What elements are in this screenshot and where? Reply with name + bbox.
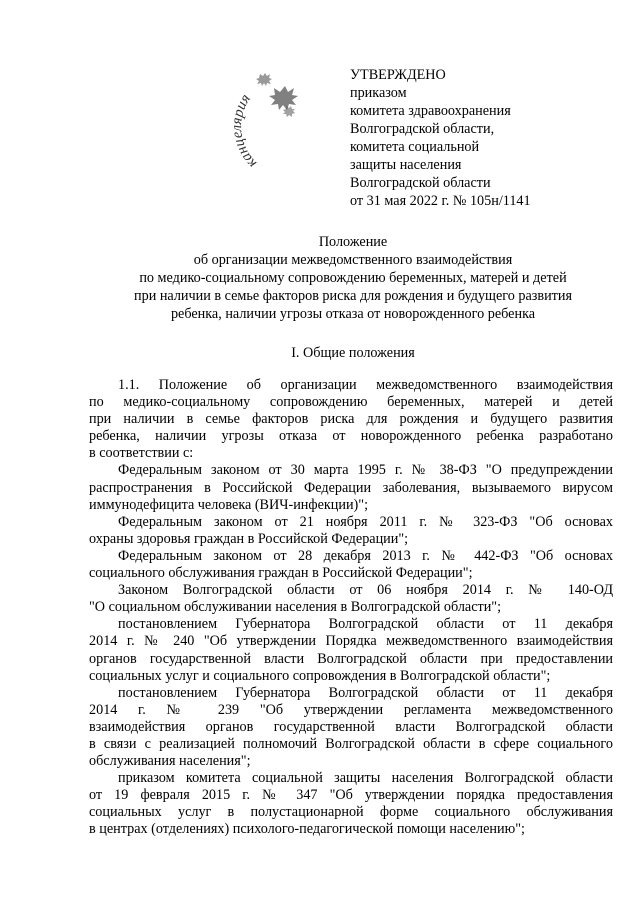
paragraph-line: охраны здоровья граждан в Российской Федерации"; xyxy=(89,530,409,547)
paragraph-line: органов государственной власти Волгоградской области при предоставлении xyxy=(89,650,613,667)
paragraph xyxy=(89,616,613,684)
paragraph-line: в связи с реализацией полномочий Волгоградской области в сфере социального xyxy=(89,735,613,752)
paragraph-line: в центрах (отделениях) психолого-педагогической помощи населению"; xyxy=(89,821,525,838)
document-body xyxy=(89,377,613,839)
paragraph-line: 2014 г. № 240 "Об утверждении Порядка межведомственного взаимодействия xyxy=(89,633,613,650)
paragraph-line: социальных услуг и социального сопровождения в Волгоградской области"; xyxy=(89,667,551,684)
paragraph xyxy=(89,377,613,462)
paragraph-line: Федеральным законом от 28 декабря 2013 г. № 442-ФЗ "Об основах xyxy=(118,547,613,564)
office-stamp xyxy=(222,58,354,190)
paragraph-line: иммунодефицита человека (ВИЧ-инфекции)"; xyxy=(89,496,369,513)
paragraph-line: от 19 февраля 2015 г. № 347 "Об утверждении порядка предоставления xyxy=(89,787,613,804)
svg-text:канцелярия xyxy=(224,90,264,173)
paragraph-line: 1.1. Положение об организации межведомственного взаимодействия xyxy=(118,377,613,393)
approval-line: УТВЕРЖДЕНО xyxy=(350,67,446,83)
paragraph xyxy=(89,685,613,770)
paragraph-line: "О социальном обслуживании населения в Волгоградской области"; xyxy=(89,599,502,616)
paragraph-line: при наличии в семье факторов риска для рождения и будущего развития xyxy=(89,411,613,428)
paragraph-line: в соответствии с: xyxy=(89,445,194,462)
document-title xyxy=(60,233,640,323)
paragraph-line: взаимодействия органов государственной власти Волгоградской области xyxy=(89,718,613,735)
paragraph xyxy=(89,548,613,582)
title-line: ребенка, наличии угрозы отказа от новорожденного ребенка xyxy=(170,306,536,322)
paragraph-line: по медико-социальному сопровождению беременных, матерей и детей xyxy=(89,394,613,411)
paragraph-line: приказом комитета социальной защиты населения Волгоградской области xyxy=(118,770,613,787)
eagle-emblem-icon xyxy=(256,73,298,117)
paragraph-line: ребенка, наличии угрозы отказа от новорожденного ребенка разработано xyxy=(89,428,613,445)
approval-line: приказом xyxy=(350,85,407,101)
paragraph-line: Законом Волгоградской области от 06 ноября 2014 г. № 140-ОД xyxy=(118,582,613,599)
approval-line: комитета социальной xyxy=(350,139,480,155)
paragraph-line: социальных услуг в полустационарной форме социального обслуживания xyxy=(89,804,613,821)
approval-line: защиты населения xyxy=(350,157,462,173)
approval-block xyxy=(350,66,531,210)
paragraph xyxy=(89,462,613,513)
paragraph-line: обслуживания населения"; xyxy=(89,753,251,770)
title-line: при наличии в семье факторов риска для рождения и будущего развития xyxy=(134,288,572,304)
approval-line: от 31 мая 2022 г. № 105н/1141 xyxy=(350,193,531,209)
paragraph-line: постановлением Губернатора Волгоградской области от 11 декабря xyxy=(118,616,613,633)
title-line: по медико-социальному сопровождению беременных, матерей и детей xyxy=(139,270,567,286)
approval-line: Волгоградской области, xyxy=(350,121,495,137)
paragraph-line: постановлением Губернатора Волгоградской области от 11 декабря xyxy=(118,684,613,701)
section-heading: I. Общие положения xyxy=(291,345,415,361)
title-line: Положение xyxy=(318,234,388,250)
paragraph xyxy=(89,770,613,838)
approval-line: Волгоградской области xyxy=(350,175,491,191)
paragraph-line: социального обслуживания граждан в Российской Федерации"; xyxy=(89,565,473,582)
stamp-text: канцелярия xyxy=(229,91,260,172)
paragraph xyxy=(89,514,613,548)
approval-line: комитета здравоохранения xyxy=(350,103,511,119)
paragraph-line: Федеральным законом от 21 ноября 2011 г. № 323-ФЗ "Об основах xyxy=(118,513,613,530)
paragraph xyxy=(89,582,613,616)
paragraph-line: 2014 г. № 239 "Об утверждении регламента межведомственного xyxy=(89,701,613,718)
title-line: об организации межведомственного взаимодействия xyxy=(193,252,513,268)
paragraph-line: распространения в Российской Федерации заболевания, вызываемого вирусом xyxy=(89,479,613,496)
paragraph-line: Федеральным законом от 30 марта 1995 г. № 38-ФЗ "О предупреждении xyxy=(118,462,613,479)
